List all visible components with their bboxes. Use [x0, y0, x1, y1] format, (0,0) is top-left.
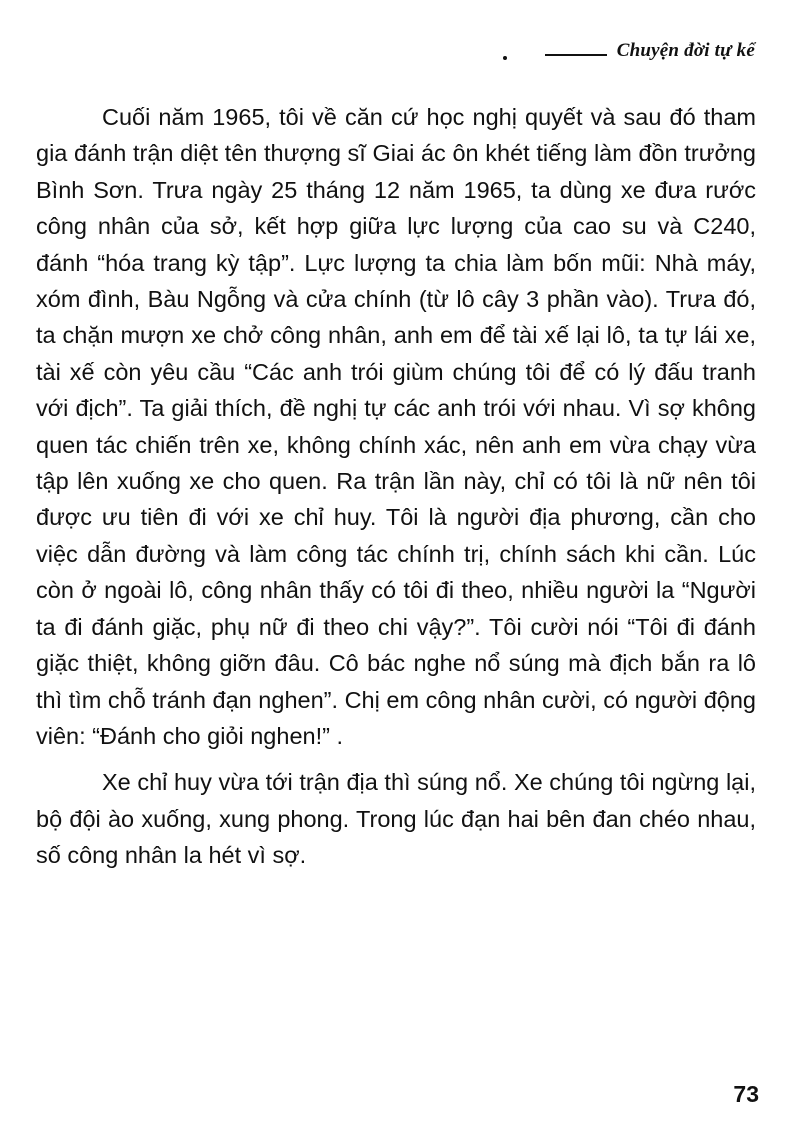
- paragraph-1: Cuối năm 1965, tôi về căn cứ học nghị quyết và sau đó tham gia đánh trận diệt tên thượng sĩ Giai ác ôn khét tiếng làm đồn trưởng Bình Sơn. Trưa ngày 25 tháng 12 năm 1965, ta dùng xe đưa rước công nhân của sở, kết hợp giữa lực lượng của cao su và C240, đánh “hóa trang kỳ tập”. Lực lượng ta chia làm bốn mũi: Nhà máy, xóm đình, Bàu Ngỗng và cửa chính (từ lô cây 3 phần vào). Trưa đó, ta chặn mượn xe chở công nhân, anh em để tài xế lại lô, ta tự lái xe, tài xế còn yêu cầu “Các anh trói giùm chúng tôi để có lý đấu tranh với địch”. Ta giải thích, đề nghị tự các anh trói với nhau. Vì sợ không quen tác chiến trên xe, không chính xác, nên anh em vừa chạy vừa tập lên xuống xe cho quen. Ra trận lần này, chỉ có tôi là nữ nên tôi được ưu tiên đi với xe chỉ huy. Tôi là người địa phương, cần cho việc dẫn đường và làm công tác chính trị, chính sách khi cần. Lúc còn ở ngoài lô, công nhân thấy có tôi đi theo, nhiều người la “Người ta đi đánh giặc, phụ nữ đi theo chi vậy?”. Tôi cười nói “Tôi đi đánh giặc thiệt, không giỡn đâu. Cô bác nghe nổ súng mà địch bắn ra lô thì tìm chỗ tránh đạn nghen”. Chị em công nhân cười, có người động viên: “Đánh cho giỏi nghen!” .: [36, 104, 756, 749]
- running-header: [503, 40, 755, 62]
- paragraph-2: Xe chỉ huy vừa tới trận địa thì súng nổ. Xe chúng tôi ngừng lại, bộ đội ào xuống, xung phong. Trong lúc đạn hai bên đan chéo nhau, số công nhân la hét vì sợ.: [36, 769, 756, 869]
- body-text: [36, 99, 756, 874]
- running-header-title: Chuyện đời tự kể: [616, 40, 755, 61]
- page-number: 73: [733, 1081, 759, 1107]
- header-rule: [545, 54, 607, 56]
- header-dot-mark: [503, 56, 507, 60]
